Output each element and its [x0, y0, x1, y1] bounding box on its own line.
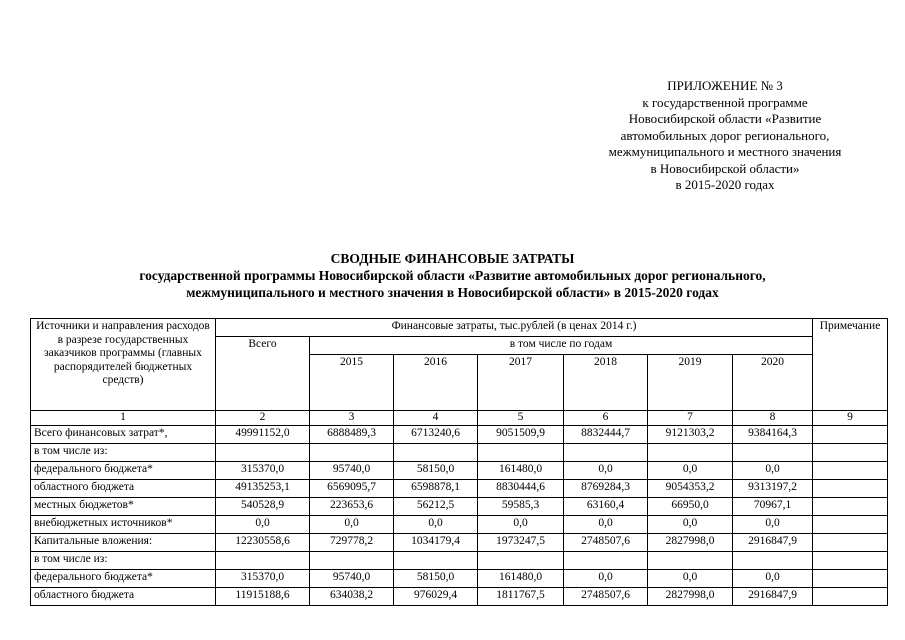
- row-value: 49135253,1: [216, 480, 310, 498]
- row-value: [478, 552, 564, 570]
- row-value: 634038,2: [310, 588, 394, 606]
- header-total: Всего: [216, 337, 310, 411]
- appendix-line: Новосибирской области «Развитие: [628, 111, 822, 126]
- header-year: 2016: [394, 355, 478, 411]
- table-row: [31, 480, 888, 498]
- row-value: [648, 444, 733, 462]
- row-label: внебюджетных источников*: [31, 516, 216, 534]
- appendix-line: межмуниципального и местного значения: [608, 144, 842, 159]
- row-value: 2827998,0: [648, 588, 733, 606]
- row-value: 0,0: [648, 462, 733, 480]
- row-value: 0,0: [564, 570, 648, 588]
- row-value: 0,0: [564, 462, 648, 480]
- row-label: областного бюджета: [31, 588, 216, 606]
- column-number: 5: [478, 411, 564, 426]
- row-value: 59585,3: [478, 498, 564, 516]
- row-note: [813, 462, 888, 480]
- row-value: 0,0: [733, 462, 813, 480]
- row-value: 58150,0: [394, 570, 478, 588]
- row-value: 8830444,6: [478, 480, 564, 498]
- appendix-line: к государственной программе: [642, 94, 808, 110]
- appendix-line: в 2015-2020 годах: [675, 177, 775, 192]
- column-number: 2: [216, 411, 310, 426]
- header-by-years: в том числе по годам: [310, 337, 813, 355]
- table-row: [31, 462, 888, 480]
- row-value: [310, 552, 394, 570]
- row-value: 1034179,4: [394, 534, 478, 552]
- row-value: 0,0: [648, 516, 733, 534]
- row-label: федерального бюджета*: [31, 570, 216, 588]
- row-note: [813, 444, 888, 462]
- column-number: 4: [394, 411, 478, 426]
- table-row: [31, 534, 888, 552]
- column-number: 1: [31, 411, 216, 426]
- table-row: [31, 552, 888, 570]
- row-note: [813, 426, 888, 444]
- header-year: 2015: [310, 355, 394, 411]
- row-value: 49991152,0: [216, 426, 310, 444]
- row-value: 56212,5: [394, 498, 478, 516]
- appendix-header: [565, 78, 885, 194]
- row-value: 540528,9: [216, 498, 310, 516]
- document-title: [40, 250, 865, 301]
- row-value: 0,0: [216, 516, 310, 534]
- header-note: Примечание: [813, 319, 888, 411]
- row-value: 0,0: [478, 516, 564, 534]
- row-value: [478, 444, 564, 462]
- row-value: 2827998,0: [648, 534, 733, 552]
- header-financial: Финансовые затраты, тыс.рублей (в ценах 2014 г.): [216, 319, 813, 337]
- column-number: 6: [564, 411, 648, 426]
- table-body: [31, 426, 888, 606]
- table-row: [31, 516, 888, 534]
- header-year: 2017: [478, 355, 564, 411]
- row-value: 1811767,5: [478, 588, 564, 606]
- row-value: 63160,4: [564, 498, 648, 516]
- row-value: [564, 444, 648, 462]
- row-value: 2916847,9: [733, 588, 813, 606]
- row-value: 11915188,6: [216, 588, 310, 606]
- row-value: 0,0: [564, 516, 648, 534]
- appendix-line: в Новосибирской области»: [650, 160, 800, 176]
- title-line: СВОДНЫЕ ФИНАНСОВЫЕ ЗАТРАТЫ: [330, 251, 575, 266]
- row-value: [310, 444, 394, 462]
- row-value: 315370,0: [216, 462, 310, 480]
- appendix-line: ПРИЛОЖЕНИЕ № 3: [667, 78, 783, 93]
- header-sources: Источники и направления расходов в разрезе государственных заказчиков программы (главных распорядителей бюджетных средств): [31, 319, 216, 411]
- row-note: [813, 588, 888, 606]
- row-value: 2748507,6: [564, 534, 648, 552]
- row-value: [648, 552, 733, 570]
- row-value: 315370,0: [216, 570, 310, 588]
- table-row: [31, 426, 888, 444]
- column-number: 8: [733, 411, 813, 426]
- row-value: 9384164,3: [733, 426, 813, 444]
- row-value: 6713240,6: [394, 426, 478, 444]
- row-label: Всего финансовых затрат*,: [31, 426, 216, 444]
- appendix-line: автомобильных дорог регионального,: [620, 127, 830, 143]
- row-value: 1973247,5: [478, 534, 564, 552]
- table-row: [31, 444, 888, 462]
- row-value: 161480,0: [478, 570, 564, 588]
- row-note: [813, 498, 888, 516]
- row-value: [216, 444, 310, 462]
- row-value: [733, 552, 813, 570]
- title-line: межмуниципального и местного значения в Новосибирской области» в 2015-2020 годах: [186, 285, 719, 300]
- row-value: 0,0: [310, 516, 394, 534]
- table-row: [31, 498, 888, 516]
- row-value: 6598878,1: [394, 480, 478, 498]
- row-label: в том числе из:: [31, 444, 216, 462]
- row-value: 95740,0: [310, 570, 394, 588]
- row-label: в том числе из:: [31, 552, 216, 570]
- row-value: 9054353,2: [648, 480, 733, 498]
- row-note: [813, 570, 888, 588]
- row-value: 9051509,9: [478, 426, 564, 444]
- row-value: 976029,4: [394, 588, 478, 606]
- row-note: [813, 516, 888, 534]
- row-value: 66950,0: [648, 498, 733, 516]
- row-value: 729778,2: [310, 534, 394, 552]
- row-value: 8769284,3: [564, 480, 648, 498]
- row-label: федерального бюджета*: [31, 462, 216, 480]
- title-line: государственной программы Новосибирской области «Развитие автомобильных дорог регионального,: [139, 268, 766, 283]
- row-value: 9121303,2: [648, 426, 733, 444]
- header-year: 2018: [564, 355, 648, 411]
- row-value: [733, 444, 813, 462]
- row-value: 6569095,7: [310, 480, 394, 498]
- row-value: 223653,6: [310, 498, 394, 516]
- row-note: [813, 552, 888, 570]
- financial-costs-table: [30, 318, 888, 606]
- row-value: 0,0: [733, 516, 813, 534]
- row-value: [216, 552, 310, 570]
- row-value: [394, 552, 478, 570]
- column-number: 9: [813, 411, 888, 426]
- row-value: [564, 552, 648, 570]
- header-year: 2020: [733, 355, 813, 411]
- row-value: 58150,0: [394, 462, 478, 480]
- row-value: 2748507,6: [564, 588, 648, 606]
- row-value: 12230558,6: [216, 534, 310, 552]
- column-number: 7: [648, 411, 733, 426]
- row-label: областного бюджета: [31, 480, 216, 498]
- column-number: 3: [310, 411, 394, 426]
- table-row: [31, 570, 888, 588]
- row-value: 0,0: [394, 516, 478, 534]
- row-value: 8832444,7: [564, 426, 648, 444]
- row-value: 70967,1: [733, 498, 813, 516]
- row-label: местных бюджетов*: [31, 498, 216, 516]
- row-label: Капитальные вложения:: [31, 534, 216, 552]
- row-value: 161480,0: [478, 462, 564, 480]
- row-value: 0,0: [648, 570, 733, 588]
- row-note: [813, 480, 888, 498]
- row-value: 9313197,2: [733, 480, 813, 498]
- row-value: 0,0: [733, 570, 813, 588]
- row-value: [394, 444, 478, 462]
- row-note: [813, 534, 888, 552]
- table-row: [31, 588, 888, 606]
- row-value: 95740,0: [310, 462, 394, 480]
- row-value: 2916847,9: [733, 534, 813, 552]
- row-value: 6888489,3: [310, 426, 394, 444]
- header-year: 2019: [648, 355, 733, 411]
